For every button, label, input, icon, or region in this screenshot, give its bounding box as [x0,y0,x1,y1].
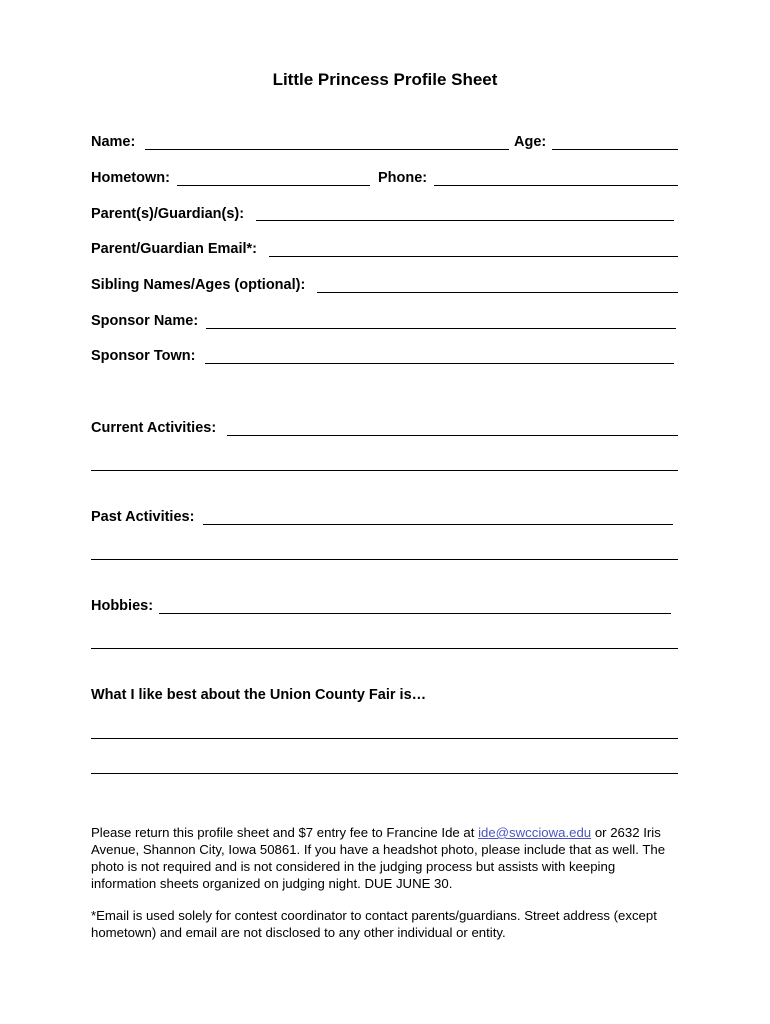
hobbies-field[interactable] [159,613,671,614]
hobbies-label: Hobbies: [91,598,154,614]
guardians-label: Parent(s)/Guardian(s): [91,206,245,222]
siblings-field[interactable] [317,292,678,293]
guardian-email-field[interactable] [269,256,678,257]
return-instructions-text: Please return this profile sheet and $7 entry fee to Francine Ide at [91,825,479,840]
age-label: Age: [514,134,547,150]
return-instructions [91,824,681,892]
past-activities-field[interactable] [203,524,673,525]
sponsor-name-field[interactable] [206,328,676,329]
phone-field[interactable] [434,185,678,186]
sponsor-name-label: Sponsor Name: [91,313,199,329]
siblings-label: Sibling Names/Ages (optional): [91,277,306,293]
hometown-label: Hometown: [91,170,170,186]
sponsor-town-field[interactable] [205,363,674,364]
current-activities-field[interactable] [227,435,678,436]
hometown-field[interactable] [177,185,370,186]
past-activities-label: Past Activities: [91,509,195,525]
name-field[interactable] [145,149,509,150]
phone-label: Phone: [378,170,428,186]
current-activities-field-line-2[interactable] [91,470,678,471]
email-disclaimer: *Email is used solely for contest coordinator to contact parents/guardians. Street address (except hometown) and email are not disclosed to any other individual or entity. [91,908,657,940]
guardians-field[interactable] [256,220,674,221]
current-activities-label: Current Activities: [91,420,217,436]
age-field[interactable] [552,149,678,150]
fair-answer-line-1[interactable] [91,738,678,739]
guardian-email-label: Parent/Guardian Email*: [91,241,257,257]
fair-question-label: What I like best about the Union County Fair is… [91,687,427,703]
sponsor-town-label: Sponsor Town: [91,348,196,364]
contact-email-link[interactable]: ide@swcciowa.edu [478,825,592,840]
past-activities-field-line-2[interactable] [91,559,678,560]
page-title: Little Princess Profile Sheet [272,70,498,89]
return-instructions-text-cont: or 2632 Iris Avenue, Shannon City, Iowa 50861. If you have a headshot photo, please include that as well. The photo is not required and is not considered in the judging process but assists with keeping information sheets organized on judging night. DUE JUNE 30. [91,825,666,891]
hobbies-field-line-2[interactable] [91,648,678,649]
fair-answer-line-2[interactable] [91,773,678,774]
name-label: Name: [91,134,136,150]
